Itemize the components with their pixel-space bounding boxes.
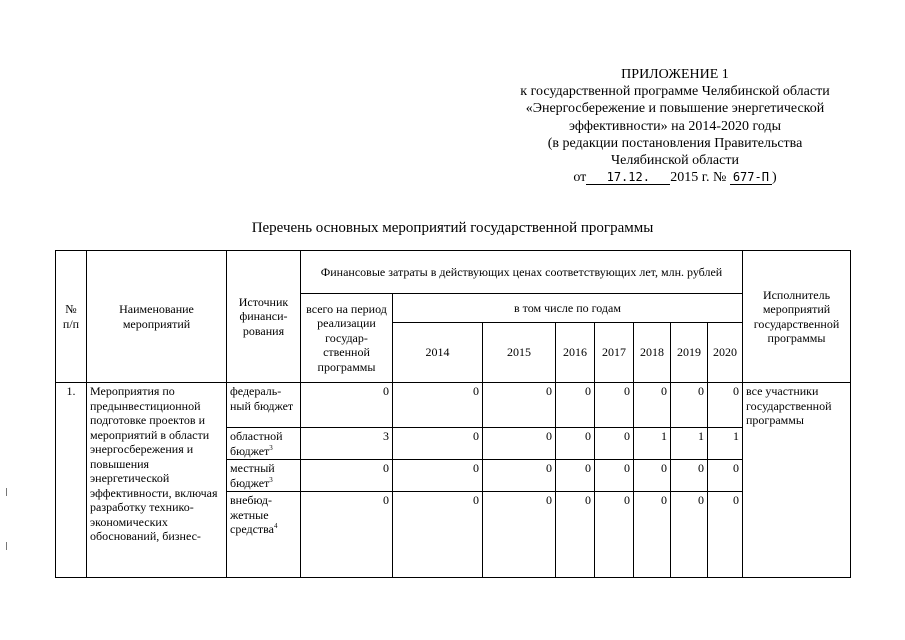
footnote-mark: 3 xyxy=(269,475,273,484)
source-label: федераль-ный бюджет xyxy=(227,383,301,428)
total-value: 0 xyxy=(301,492,393,578)
year-value: 0 xyxy=(483,383,556,428)
annex-line: (в редакции постановления Правительства xyxy=(547,135,803,151)
year-value: 0 xyxy=(595,428,634,460)
annex-line: эффективности» на 2014-2020 годы xyxy=(568,118,782,134)
measures-table xyxy=(55,250,851,578)
year-value: 0 xyxy=(671,460,708,492)
year-value: 0 xyxy=(393,383,483,428)
header-name: Наименование мероприятий xyxy=(87,251,227,383)
header-year: 2014 xyxy=(393,323,483,383)
header-finance: Финансовые затраты в действующих ценах соответствующих лет, млн. рублей xyxy=(301,251,743,294)
header-num: № п/п xyxy=(56,251,87,383)
year-value: 1 xyxy=(634,428,671,460)
header-year: 2015 xyxy=(483,323,556,383)
close-paren: ) xyxy=(771,170,777,186)
year-value: 0 xyxy=(595,383,634,428)
resolution-line xyxy=(490,169,860,186)
total-value: 0 xyxy=(301,383,393,428)
year-value: 1 xyxy=(708,428,743,460)
annex-title: ПРИЛОЖЕНИЕ 1 xyxy=(621,67,729,82)
footnote-mark: 3 xyxy=(269,443,273,452)
year-value: 0 xyxy=(556,460,595,492)
annex-line: Челябинской области xyxy=(611,153,739,169)
header-year: 2019 xyxy=(671,323,708,383)
source-label: местный бюджет$^3$ xyxy=(227,460,301,492)
row-name: Мероприятия по предынвестиционной подготовке проектов и мероприятий в области энергосбережения и повышения энергетической эффективности, включая разработку технико-экономических обоснований, бизнес- xyxy=(87,383,227,578)
year-value: 0 xyxy=(708,460,743,492)
year-value: 0 xyxy=(393,460,483,492)
year-value: 0 xyxy=(708,492,743,578)
scan-mark xyxy=(6,542,7,550)
header-by-years: в том числе по годам xyxy=(393,294,743,323)
scan-mark xyxy=(6,488,7,496)
year-value: 0 xyxy=(483,460,556,492)
year-value: 0 xyxy=(634,460,671,492)
year-value: 0 xyxy=(556,492,595,578)
resolution-number: 677-П xyxy=(730,170,772,185)
footnote-mark: 4 xyxy=(274,522,278,530)
year-value: 0 xyxy=(595,460,634,492)
annex-header xyxy=(490,66,860,186)
year-value: 0 xyxy=(671,383,708,428)
year-value: 0 xyxy=(483,428,556,460)
header-source: Источник финанси-рования xyxy=(227,251,301,383)
source-label: внебюд-жетные средства$^4$ xyxy=(227,492,301,578)
year-value: 0 xyxy=(393,492,483,578)
year-value: 0 xyxy=(671,492,708,578)
year-label: 2015 г. № xyxy=(670,170,727,186)
year-value: 0 xyxy=(556,383,595,428)
header-year: 2016 xyxy=(556,323,595,383)
from-label: от xyxy=(573,170,587,186)
year-value: 0 xyxy=(708,383,743,428)
year-value: 1 xyxy=(671,428,708,460)
year-value: 0 xyxy=(634,492,671,578)
resolution-date: 17.12. xyxy=(586,170,670,185)
header-year: 2017 xyxy=(595,323,634,383)
year-value: 0 xyxy=(595,492,634,578)
total-value: 3 xyxy=(301,428,393,460)
year-value: 0 xyxy=(556,428,595,460)
header-executor: Исполнитель мероприятий государственной программы xyxy=(743,251,851,383)
year-value: 0 xyxy=(393,428,483,460)
row-num: 1. xyxy=(56,383,87,578)
year-value: 0 xyxy=(634,383,671,428)
annex-line: «Энергосбережение и повышение энергетической xyxy=(525,101,825,117)
source-label: областной бюджет$^3$ xyxy=(227,428,301,460)
header-total: всего на период реализации государ-ственной программы xyxy=(301,294,393,383)
header-year: 2018 xyxy=(634,323,671,383)
year-value: 0 xyxy=(483,492,556,578)
header-year: 2020 xyxy=(708,323,743,383)
row-executor: все участники государственной программы xyxy=(743,383,851,578)
document-title: Перечень основных мероприятий государственной программы xyxy=(251,220,654,236)
total-value: 0 xyxy=(301,460,393,492)
annex-line: к государственной программе Челябинской области xyxy=(520,84,830,100)
